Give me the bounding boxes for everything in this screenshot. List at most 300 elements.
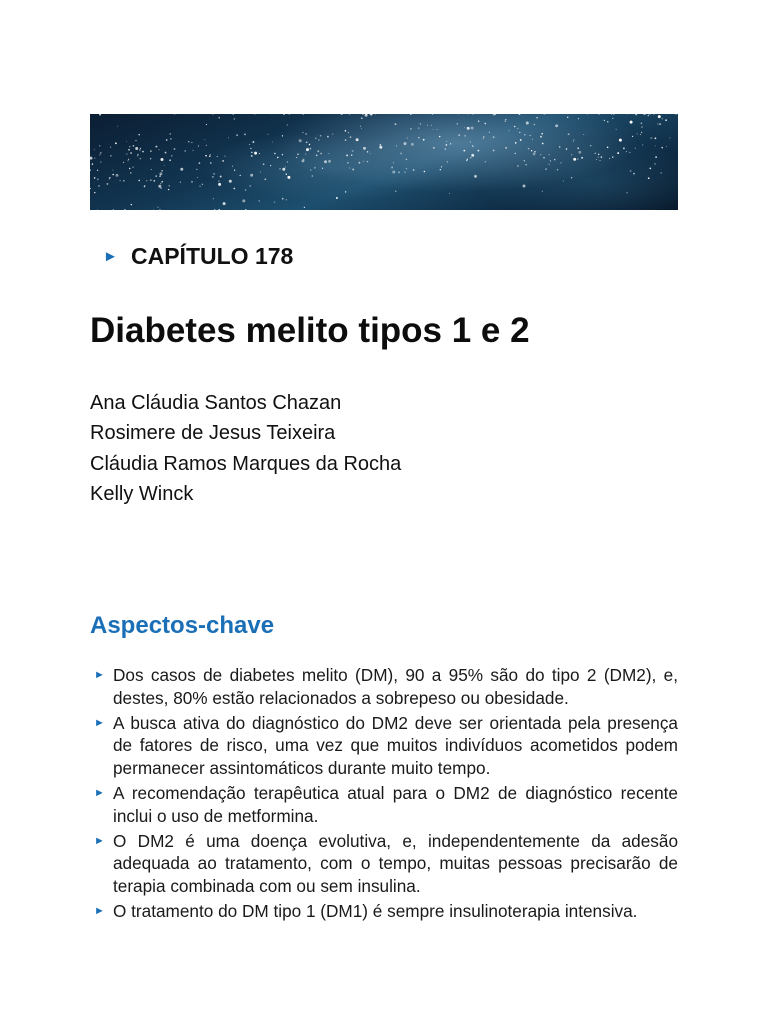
star — [128, 159, 129, 160]
star — [471, 154, 474, 157]
star — [165, 152, 167, 154]
star — [468, 114, 469, 115]
star — [645, 114, 646, 115]
star — [577, 147, 579, 149]
star — [571, 154, 572, 155]
star — [362, 114, 364, 115]
star — [446, 144, 448, 146]
star — [659, 116, 660, 117]
list-item — [94, 830, 678, 898]
star — [598, 154, 599, 155]
star — [117, 126, 118, 127]
star — [110, 147, 111, 148]
star — [350, 136, 352, 138]
star — [407, 137, 408, 138]
star — [297, 153, 299, 155]
list-item-text: O DM2 é uma doença evolutiva, e, independentemente da adesão adequada ao tratamento, com o tempo, muitas pessoas precisarão de terapia combinada com ou sem insulina. — [113, 830, 678, 897]
star — [131, 204, 132, 205]
star — [598, 156, 599, 157]
star — [423, 139, 425, 141]
star — [577, 158, 579, 160]
star — [519, 114, 521, 115]
star — [232, 166, 233, 167]
star — [583, 134, 584, 135]
star — [508, 130, 509, 131]
star — [607, 121, 608, 122]
star — [346, 155, 348, 157]
star — [192, 150, 193, 151]
star — [218, 181, 219, 182]
author-name: Ana Cláudia Santos Chazan — [90, 392, 342, 414]
star — [360, 126, 361, 127]
star — [140, 148, 141, 149]
star — [123, 180, 125, 182]
star — [446, 141, 447, 142]
star — [198, 145, 199, 146]
header-banner-image — [90, 114, 678, 210]
star — [612, 156, 613, 157]
star — [635, 114, 637, 115]
star — [440, 169, 441, 170]
star — [630, 121, 633, 124]
star — [470, 157, 471, 158]
star — [318, 139, 320, 141]
star — [604, 120, 605, 121]
star — [99, 114, 101, 116]
star — [573, 140, 574, 141]
star — [458, 134, 460, 136]
star — [616, 129, 617, 130]
star — [199, 185, 201, 187]
star — [191, 181, 193, 183]
star — [515, 153, 516, 154]
star — [548, 154, 549, 155]
star — [630, 170, 632, 172]
star — [264, 178, 266, 180]
star — [370, 114, 373, 115]
star — [287, 161, 289, 163]
star — [525, 164, 526, 165]
star — [287, 176, 290, 179]
star — [627, 114, 628, 115]
author-name: Rosimere de Jesus Teixeira — [90, 422, 336, 445]
star — [272, 141, 273, 142]
star — [657, 123, 659, 125]
star — [279, 168, 281, 170]
star — [217, 156, 218, 157]
star — [129, 168, 130, 169]
star — [418, 137, 420, 139]
star — [545, 168, 547, 170]
star — [124, 209, 126, 210]
star — [210, 154, 211, 155]
star — [413, 169, 415, 171]
star — [573, 158, 576, 161]
star — [596, 159, 597, 160]
star — [474, 175, 477, 178]
star — [228, 137, 229, 138]
star — [635, 148, 637, 150]
star — [395, 191, 396, 192]
star — [218, 117, 220, 119]
star — [271, 114, 272, 115]
star — [115, 142, 117, 144]
star — [557, 169, 558, 170]
star — [218, 209, 220, 210]
star — [158, 185, 161, 188]
star — [534, 124, 536, 126]
star — [613, 114, 615, 115]
star — [161, 181, 163, 183]
star — [349, 114, 350, 115]
star — [169, 133, 171, 135]
star — [523, 185, 526, 188]
star — [245, 189, 247, 191]
star — [139, 149, 140, 150]
star — [367, 161, 369, 163]
star — [648, 115, 649, 116]
star — [214, 209, 216, 210]
star — [466, 160, 467, 161]
star — [213, 173, 215, 175]
star — [393, 162, 394, 163]
star — [258, 200, 260, 202]
key-aspects-list — [94, 664, 678, 925]
star — [348, 132, 349, 133]
star — [532, 139, 533, 140]
star — [310, 170, 311, 171]
star — [202, 184, 203, 185]
star — [379, 146, 382, 149]
star — [550, 160, 551, 161]
list-item — [94, 900, 678, 923]
star — [611, 114, 612, 115]
star — [234, 170, 235, 171]
star — [665, 119, 667, 121]
star — [599, 160, 600, 161]
star — [358, 162, 360, 164]
list-item-text: Dos casos de diabetes melito (DM), 90 a 95% são do tipo 2 (DM2), e, destes, 80% estão relacionados a sobrepeso ou obesidade. — [113, 665, 678, 708]
star — [396, 145, 397, 146]
star — [142, 151, 144, 153]
star — [536, 117, 538, 119]
triangle-right-icon: ► — [94, 716, 105, 729]
star — [349, 167, 350, 168]
star — [309, 144, 310, 145]
star — [559, 146, 561, 148]
star — [92, 163, 93, 164]
star — [159, 175, 161, 177]
star — [445, 148, 447, 150]
star — [240, 175, 241, 176]
star — [567, 117, 568, 118]
star — [128, 149, 130, 151]
star — [170, 138, 171, 139]
star — [609, 158, 610, 159]
star — [391, 167, 393, 169]
star — [250, 148, 251, 149]
star — [229, 180, 232, 183]
star — [289, 114, 290, 115]
star — [524, 160, 525, 161]
star — [464, 127, 465, 128]
star — [555, 124, 558, 127]
star — [254, 114, 255, 115]
star — [299, 139, 302, 142]
star — [126, 141, 127, 142]
star — [251, 152, 253, 154]
star — [160, 183, 161, 184]
star — [160, 187, 162, 189]
star — [517, 165, 519, 167]
star — [351, 154, 352, 155]
star — [90, 157, 92, 160]
star — [206, 145, 207, 146]
star — [541, 133, 543, 135]
star — [433, 129, 434, 130]
star — [477, 150, 479, 152]
star — [431, 125, 432, 126]
chapter-title: Diabetes melito tipos 1 e 2 — [90, 311, 530, 350]
star — [654, 137, 656, 139]
star — [447, 161, 448, 162]
star — [113, 209, 114, 210]
star — [380, 144, 382, 146]
list-item-text: O tratamento do DM tipo 1 (DM1) é sempre insulinoterapia intensiva. — [113, 900, 638, 921]
star — [641, 122, 643, 124]
star — [629, 152, 630, 153]
star — [296, 157, 297, 158]
star — [222, 160, 224, 162]
star — [224, 155, 225, 156]
star — [617, 152, 619, 154]
star — [578, 151, 581, 154]
star — [184, 150, 186, 152]
star — [212, 176, 214, 178]
star — [328, 153, 329, 154]
star — [543, 157, 544, 158]
star — [140, 158, 142, 160]
star — [519, 132, 520, 133]
star — [314, 167, 316, 169]
star — [433, 147, 435, 149]
star — [489, 132, 490, 133]
star — [267, 134, 268, 135]
star — [467, 127, 470, 130]
star — [251, 155, 253, 157]
author-name: Kelly Winck — [90, 482, 194, 505]
star — [449, 193, 450, 194]
star — [312, 175, 314, 177]
star — [129, 146, 130, 147]
star — [530, 135, 531, 136]
star — [97, 178, 99, 180]
triangle-right-icon: ► — [103, 247, 118, 265]
star — [206, 124, 207, 125]
star — [542, 143, 544, 145]
triangle-right-icon: ► — [94, 834, 105, 847]
star — [598, 114, 600, 115]
star — [505, 147, 507, 149]
star — [155, 146, 157, 148]
star — [210, 162, 211, 163]
star — [345, 191, 346, 192]
author-name: Cláudia Ramos Marques da Rocha — [90, 452, 402, 475]
chapter-marker — [103, 240, 293, 272]
star — [305, 154, 306, 155]
star — [218, 183, 221, 186]
star — [531, 150, 532, 151]
star — [574, 139, 575, 140]
star — [250, 174, 253, 177]
star — [410, 114, 412, 115]
star — [135, 140, 136, 141]
star — [332, 133, 333, 134]
star — [427, 125, 428, 126]
star — [411, 143, 414, 146]
triangle-right-icon: ► — [94, 669, 105, 681]
star — [587, 114, 588, 115]
star — [274, 153, 276, 155]
star — [286, 199, 287, 200]
star — [528, 148, 530, 150]
star — [116, 174, 119, 177]
star — [675, 114, 676, 115]
star — [270, 165, 271, 166]
star — [164, 165, 165, 166]
star — [626, 192, 627, 193]
star — [406, 159, 408, 161]
star — [112, 174, 114, 176]
star — [363, 161, 364, 162]
star — [320, 135, 322, 137]
list-item — [94, 782, 678, 828]
star — [436, 129, 437, 130]
star — [463, 150, 465, 152]
star — [100, 161, 102, 163]
star — [133, 145, 135, 147]
star — [666, 146, 667, 147]
star — [514, 126, 516, 128]
star — [100, 152, 102, 154]
star — [470, 141, 471, 142]
star — [305, 133, 306, 134]
star — [191, 142, 192, 143]
star — [197, 177, 198, 178]
star — [607, 146, 609, 148]
star — [648, 177, 650, 179]
star — [168, 189, 169, 190]
star — [640, 134, 641, 135]
star — [90, 188, 91, 189]
star — [633, 173, 635, 175]
star — [356, 138, 359, 141]
star — [458, 114, 459, 115]
star — [524, 134, 525, 135]
star — [232, 114, 234, 115]
star — [150, 179, 152, 181]
star — [432, 114, 433, 115]
star — [320, 153, 322, 155]
star — [157, 207, 158, 208]
star — [287, 124, 289, 126]
star — [99, 145, 101, 147]
star — [328, 160, 331, 163]
star — [660, 172, 662, 174]
star — [106, 183, 108, 185]
star — [180, 168, 183, 171]
star — [169, 185, 170, 186]
star — [520, 140, 521, 141]
star — [285, 166, 286, 167]
list-item — [94, 712, 678, 780]
star — [310, 148, 312, 150]
star — [109, 177, 111, 179]
star — [242, 199, 245, 202]
star — [99, 154, 100, 155]
star — [112, 169, 113, 170]
list-item — [94, 664, 678, 710]
star — [632, 136, 633, 137]
star — [533, 152, 536, 155]
star — [637, 133, 638, 134]
star — [642, 144, 643, 145]
star — [126, 153, 127, 154]
star — [653, 114, 654, 115]
star — [352, 168, 354, 170]
star — [286, 173, 287, 174]
star — [493, 136, 495, 138]
star — [601, 156, 603, 158]
star — [619, 139, 622, 142]
star — [282, 154, 283, 155]
star — [643, 114, 645, 115]
star — [123, 162, 124, 163]
star — [548, 163, 549, 164]
star — [138, 180, 139, 181]
star — [302, 114, 304, 115]
star — [370, 153, 371, 154]
star — [375, 114, 376, 115]
star — [282, 198, 284, 200]
star — [254, 152, 257, 155]
star — [282, 168, 285, 171]
star — [398, 172, 400, 174]
star — [249, 144, 250, 145]
chapter-label: CAPÍTULO 178 — [131, 242, 294, 269]
star — [234, 118, 236, 120]
star — [655, 156, 657, 158]
star — [130, 152, 132, 154]
star — [205, 155, 207, 157]
star — [352, 150, 354, 152]
star — [94, 149, 95, 150]
star — [249, 185, 251, 187]
star — [626, 151, 627, 152]
star — [97, 170, 98, 171]
star — [138, 134, 140, 136]
star — [90, 169, 91, 171]
star — [395, 123, 397, 125]
star — [302, 132, 303, 133]
star — [213, 198, 214, 199]
star — [612, 118, 613, 119]
star — [161, 158, 164, 161]
list-item-text: A recomendação terapêutica atual para o DM2 de diagnóstico recente inclui o uso de metformina. — [113, 782, 678, 826]
star — [515, 142, 517, 144]
star — [485, 123, 487, 125]
star — [392, 171, 395, 174]
